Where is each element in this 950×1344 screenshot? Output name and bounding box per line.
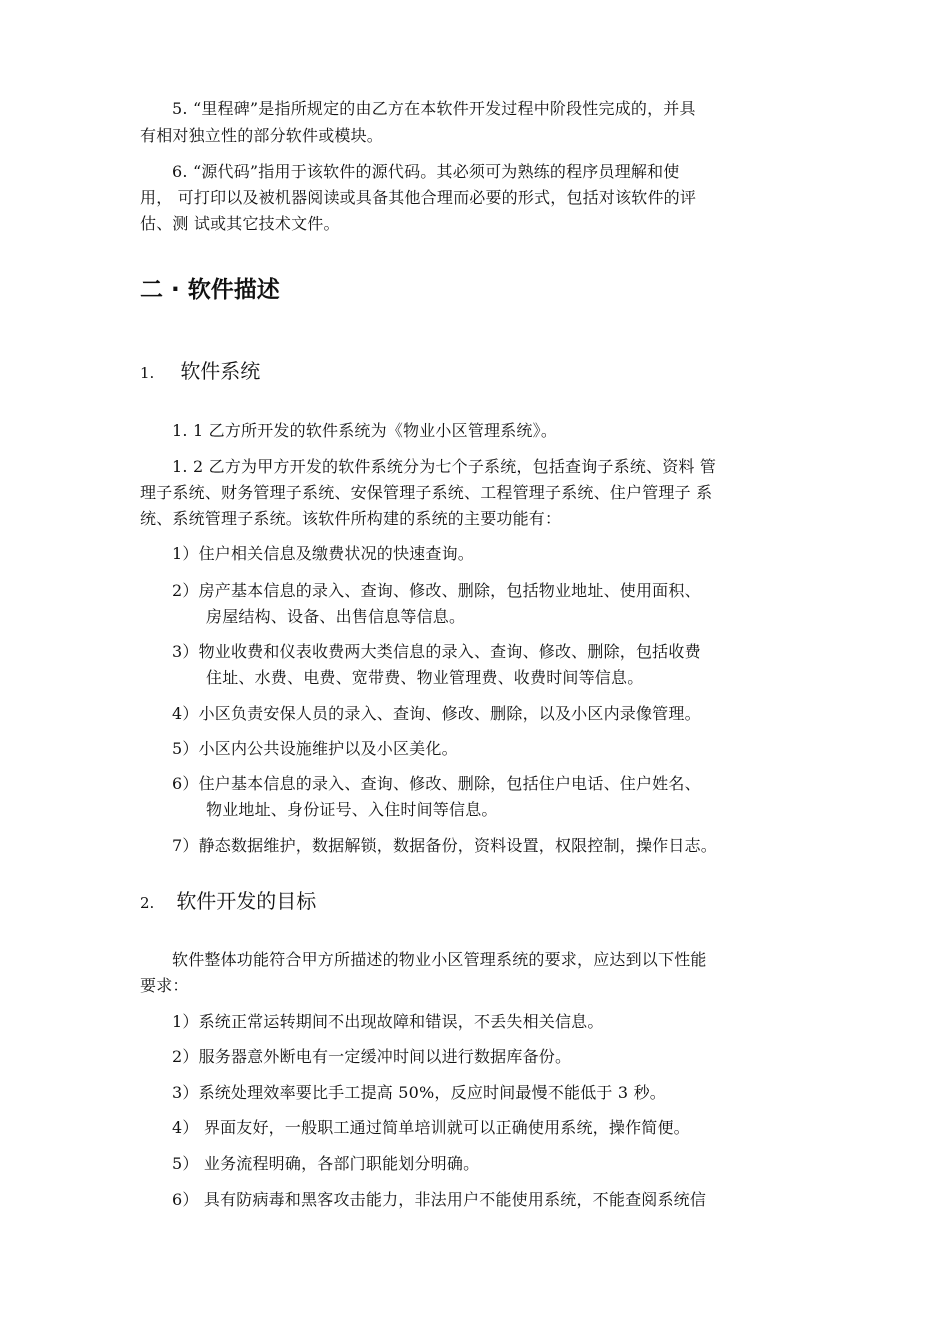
definition-5-line-1: 5. “里程碑”是指所规定的由乙方在本软件开发过程中阶段性完成的，并具 xyxy=(172,99,696,118)
feature-item-7: 7）静态数据维护，数据解锁，数据备份，资料设置，权限控制，操作日志。 xyxy=(172,836,717,855)
subsection-2-heading xyxy=(140,887,316,917)
feature-item-3-line-1: 3）物业收费和仪表收费两大类信息的录入、查询、修改、删除，包括收费 xyxy=(172,642,701,661)
requirement-item-2: 2）服务器意外断电有一定缓冲时间以进行数据库备份。 xyxy=(172,1047,572,1066)
subsection-1-heading xyxy=(140,357,260,387)
feature-item-6-line-1: 6）住户基本信息的录入、查询、修改、删除，包括住户电话、住户姓名、 xyxy=(172,774,701,793)
requirement-item-5: 5） 业务流程明确，各部门职能划分明确。 xyxy=(172,1154,480,1173)
feature-item-2-line-1: 2）房产基本信息的录入、查询、修改、删除，包括物业地址、使用面积、 xyxy=(172,581,701,600)
subsection-2-title: 软件开发的目标 xyxy=(176,889,317,913)
definition-5-line-2: 有相对独立性的部分软件或模块。 xyxy=(140,126,384,145)
goals-intro-line-2: 要求： xyxy=(140,976,189,995)
requirement-item-3: 3）系统处理效率要比手工提高 50%，反应时间最慢不能低于 3 秒。 xyxy=(172,1083,666,1102)
requirement-item-4: 4） 界面友好，一般职工通过简单培训就可以正确使用系统，操作简便。 xyxy=(172,1118,690,1137)
goals-intro-line-1: 软件整体功能符合甲方所描述的物业小区管理系统的要求，应达到以下性能 xyxy=(172,950,707,969)
paragraph-1-2-line-3: 统、系统管理子系统。该软件所构建的系统的主要功能有： xyxy=(140,509,562,528)
paragraph-1-2-line-2: 理子系统、财务管理子系统、安保管理子系统、工程管理子系统、住户管理子 系 xyxy=(140,483,713,502)
paragraph-1-1: 1. 1 乙方所开发的软件系统为《物业小区管理系统》。 xyxy=(172,421,558,440)
definition-6-line-3: 估、测 试或其它技术文件。 xyxy=(140,214,340,233)
requirement-item-6: 6） 具有防病毒和黑客攻击能力，非法用户不能使用系统，不能查阅系统信 xyxy=(172,1190,707,1209)
definition-6-line-2: 用， 可打印以及被机器阅读或具备其他合理而必要的形式，包括对该软件的评 xyxy=(140,188,697,207)
subsection-1-title: 软件系统 xyxy=(180,359,261,383)
feature-item-2-line-2: 房屋结构、设备、出售信息等信息。 xyxy=(206,607,466,626)
feature-item-4: 4）小区负责安保人员的录入、查询、修改、删除，以及小区内录像管理。 xyxy=(172,704,701,723)
section-heading: 二 · 软件描述 xyxy=(140,277,280,303)
feature-item-1: 1）住户相关信息及缴费状况的快速查询。 xyxy=(172,544,474,563)
subsection-1-number: 1. xyxy=(140,364,155,382)
definition-6-line-1: 6. “源代码”指用于该软件的源代码。其必须可为熟练的程序员理解和使 xyxy=(172,162,680,181)
feature-item-6-line-2: 物业地址、身份证号、入住时间等信息。 xyxy=(206,800,498,819)
requirement-item-1: 1）系统正常运转期间不出现故障和错误，不丢失相关信息。 xyxy=(172,1012,604,1031)
paragraph-1-2-line-1: 1. 2 乙方为甲方开发的软件系统分为七个子系统，包括查询子系统、资料 管 xyxy=(172,457,717,476)
feature-item-3-line-2: 住址、水费、电费、宽带费、物业管理费、收费时间等信息。 xyxy=(206,668,644,687)
subsection-2-number: 2. xyxy=(140,894,155,912)
feature-item-5: 5）小区内公共设施维护以及小区美化。 xyxy=(172,739,458,758)
